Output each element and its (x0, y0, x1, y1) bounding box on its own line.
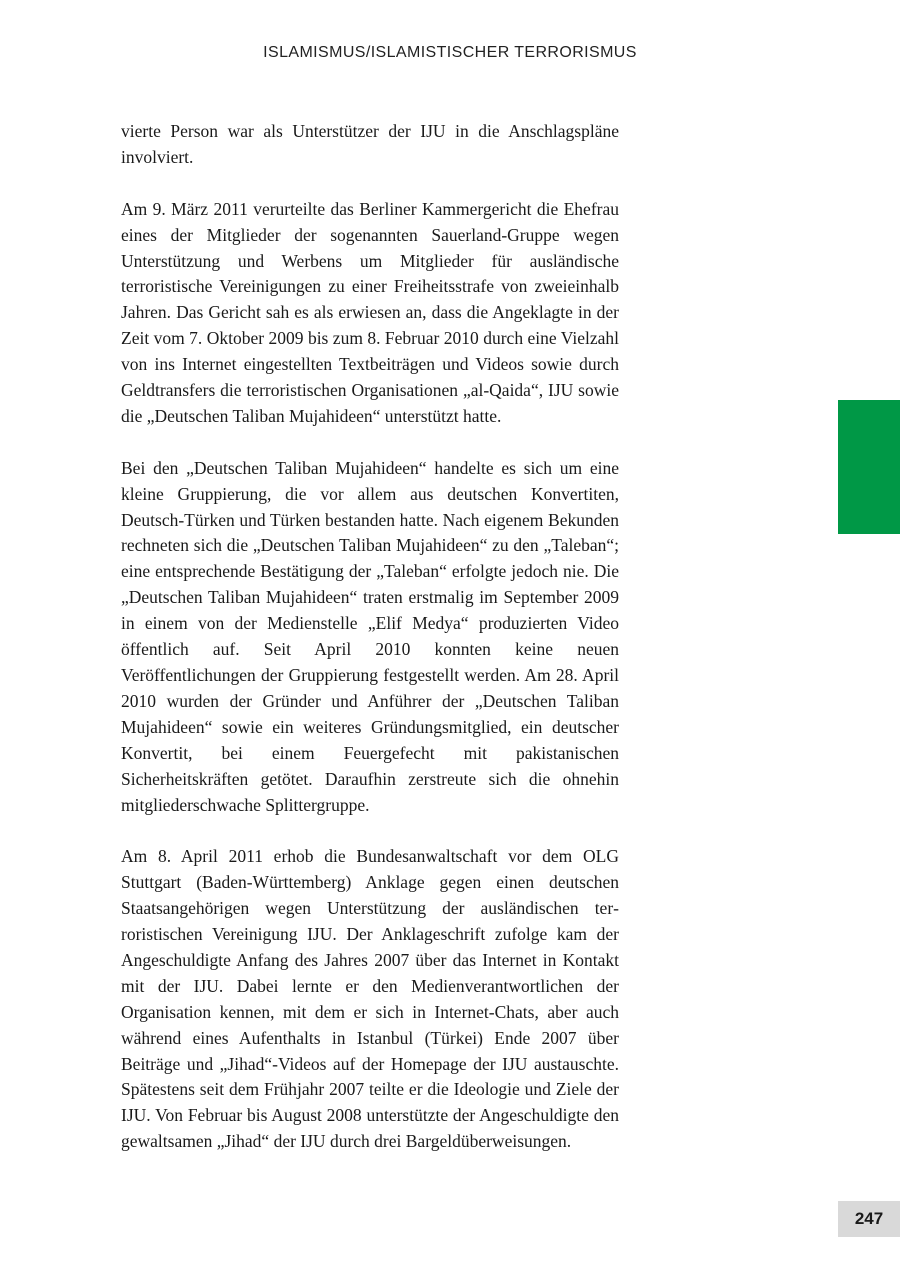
chapter-marker-tab (838, 400, 900, 534)
paragraph-3: Bei den „Deutschen Taliban Mujahideen“ handelte es sich um eine kleine Gruppierung, die vor allem aus deutschen Konvertiten, Deutsch-Türken und Türken bestanden hatte. Nach eigenem Bekunden rechneten sich die „Deutschen Taliban Mujahideen“ zu den „Taleban“; eine entsprechende Bestätigung der „Taleban“ erfolgte jedoch nie. Die „Deutschen Taliban Mujahideen“ traten erstmalig im September 2009 in einem von der Medienstelle „Elif Medya“ produzierten Video öffentlich auf. Seit April 2010 konnten keine neuen Veröffentlichungen der Gruppierung festgestellt werden. Am 28. April 2010 wurden der Gründer und Anführer der „Deutschen Taliban Mujahideen“ sowie ein weiteres Gründungsmitglied, ein deutscher Konvertit, bei einem Feuergefecht mit pakistanischen Sicherheitskräften getötet. Daraufhin zerstreute sich die ohnehin mitgliederschwache Splittergruppe. (121, 457, 619, 815)
running-header: ISLAMISMUS/ISLAMISTISCHER TERRORISMUS (263, 44, 637, 61)
paragraph-2: Am 9. März 2011 verurteilte das Berliner Kammergericht die Ehefrau eines der Mitglieder der sogenannten Sauerland-Gruppe wegen Unterstützung und Werbens um Mitglieder für ausländische terroristische Vereinigungen zu einer Freiheitsstrafe von zweieinhalb Jahren. Das Gericht sah es als erwiesen an, dass die Angeklagte in der Zeit vom 7. Oktober 2009 bis zum 8. Februar 2010 durch eine Vielzahl von ins Internet eingestellten Textbeiträgen und Videos sowie durch Geldtransfers die terroristischen Organisationen „al-Qaida“, IJU sowie die „Deutschen Taliban Mujahideen“ unterstützt hatte. (121, 198, 619, 426)
page-number: 247 (838, 1201, 900, 1237)
paragraph-4: Am 8. April 2011 erhob die Bundesanwaltschaft vor dem OLG Stuttgart (Baden-Württemberg) Anklage gegen einen deutschen Staatsangehörigen wegen Unterstützung der ausländischen terroristischen Vereinigung IJU. Der Anklageschrift zufolge kam der Angeschuldigte Anfang des Jahres 2007 über das Internet in Kontakt mit der IJU. Dabei lernte er den Medienverantwortlichen der Organisation kennen, mit dem er sich in Internet-Chats, aber auch während eines Aufenthalts in Istanbul (Türkei) Ende 2007 über Beiträge und „Jihad“-Videos auf der Homepage der IJU austauschte. Spätestens seit dem Frühjahr 2007 teilte er die Ideologie und Ziele der IJU. Von Februar bis August 2008 unterstützte der Angeschuldigte den gewaltsamen „Jihad“ der IJU durch drei Bargeldüberweisungen. (121, 846, 619, 1152)
paragraph-1: vierte Person war als Unterstützer der IJU in die Anschlagspläne involviert. (121, 121, 619, 167)
body-text (121, 119, 619, 1155)
